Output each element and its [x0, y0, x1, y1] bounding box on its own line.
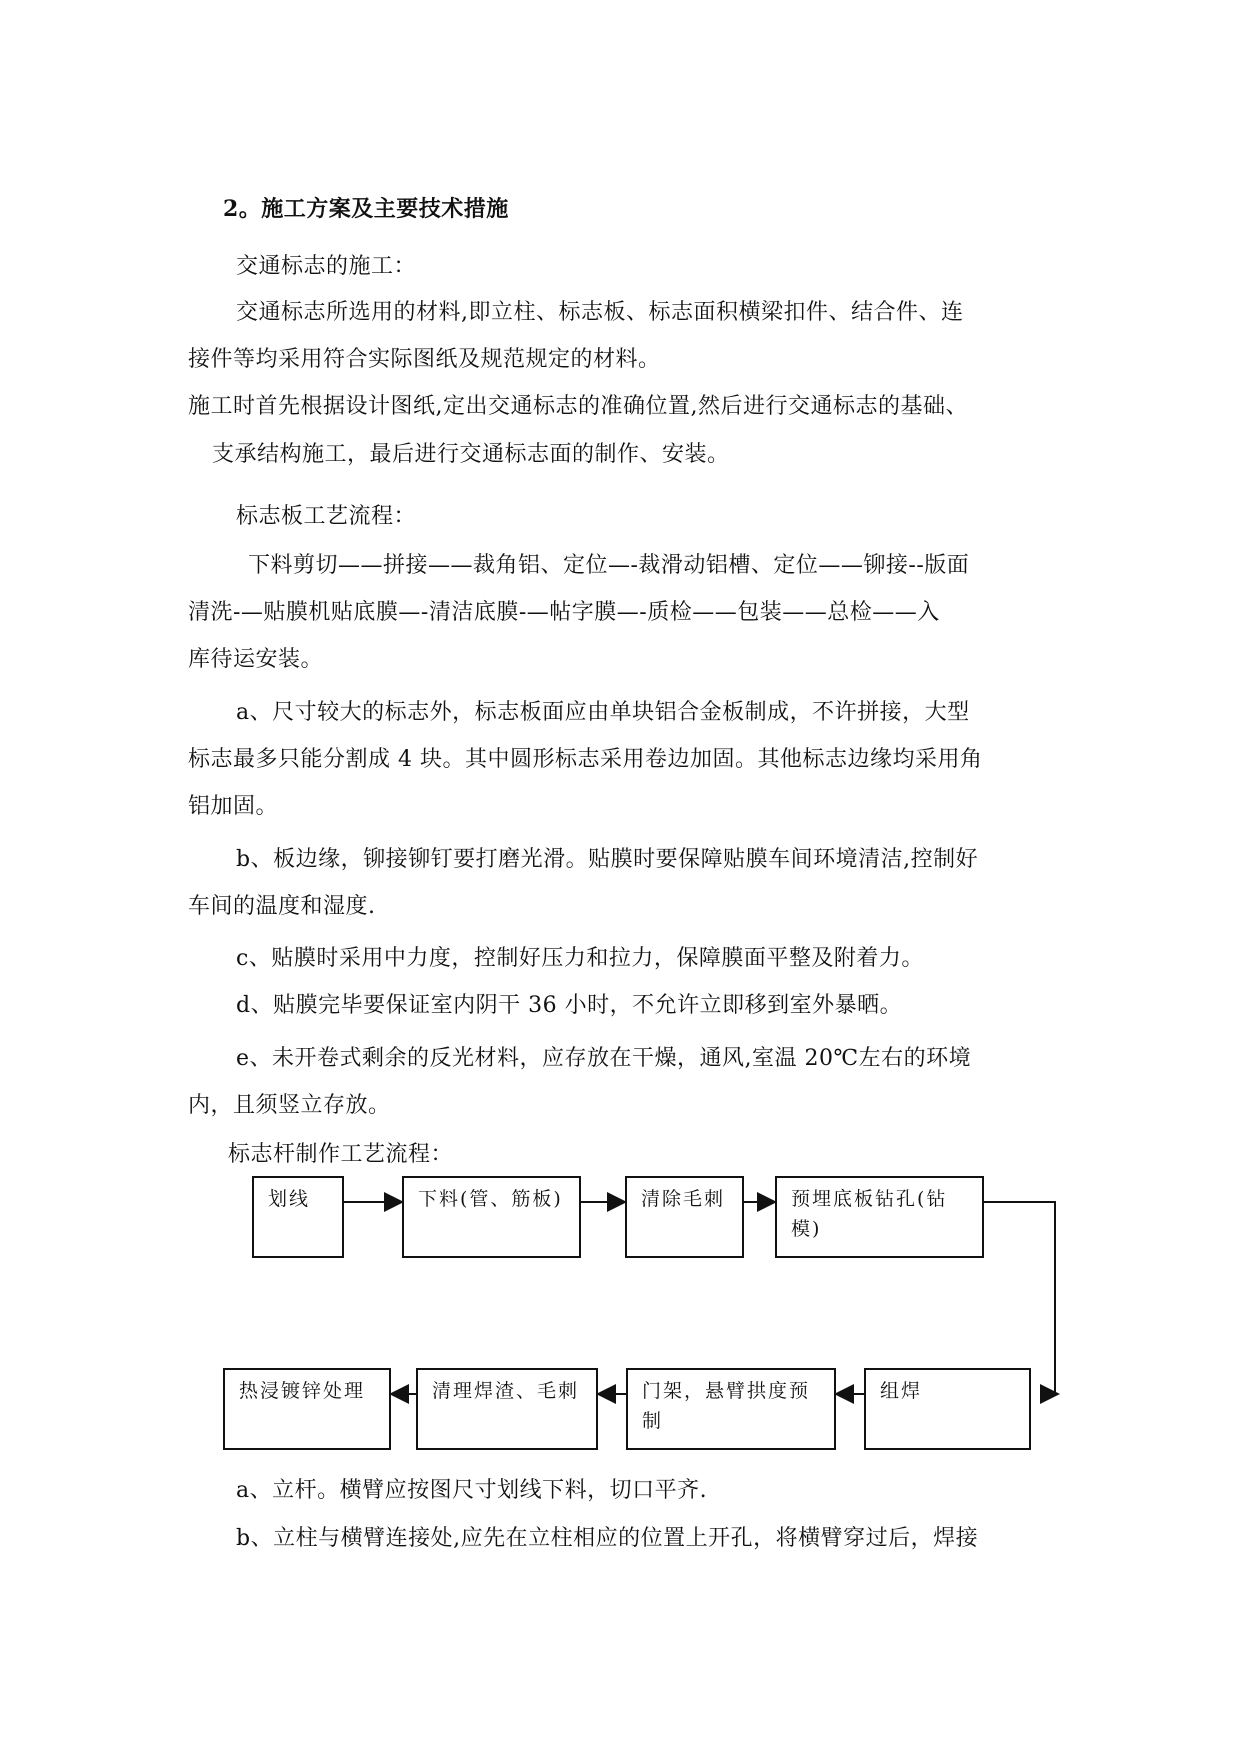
process-flow-line1: 下料剪切——拼接——裁角铝、定位—-裁滑动铝槽、定位——铆接--版面: [248, 553, 970, 578]
item-a-line3: 铝加固。: [188, 794, 279, 819]
arrow-step4-to-step5: [984, 1202, 1058, 1394]
item-e-line1: e、未开卷式剩余的反光材料，应存放在干燥，通风,室温 20℃左右的环境: [236, 1046, 972, 1071]
process-flow-line2: 清洗-—贴膜机贴底膜—-清洁底膜-—帖字膜—-质检——包装——总检——入: [188, 600, 940, 625]
item-e-line2: 内，且须竖立存放。: [188, 1093, 391, 1118]
flow-step-deburring: 清除毛刺: [625, 1176, 744, 1258]
flow-step-galvanizing: 热浸镀锌处理: [223, 1368, 391, 1450]
item-c: c、贴膜时采用中力度，控制好压力和拉力，保障膜面平整及附着力。: [236, 946, 924, 971]
paragraph-materials-line1: 交通标志所选用的材料,即立柱、标志板、标志面积横梁扣件、结合件、连: [236, 300, 964, 325]
item-b-line2: 车间的温度和湿度.: [188, 894, 376, 919]
bottom-item-a: a、立杆。横臂应按图尺寸划线下料，切口平齐.: [236, 1478, 708, 1503]
section-title-sign-pole-process: 标志杆制作工艺流程：: [228, 1142, 454, 1167]
item-b-line1: b、板边缘，铆接铆钉要打磨光滑。贴膜时要保障贴膜车间环境清洁,控制好: [236, 847, 979, 872]
flow-step-gantry-camber: 门架，悬臂拱度预制: [626, 1368, 836, 1450]
section-heading: 2。施工方案及主要技术措施: [223, 196, 509, 222]
bottom-item-b: b、立柱与横臂连接处,应先在立柱相应的位置上开孔，将横臂穿过后，焊接: [236, 1526, 979, 1551]
item-a-line1: a、尺寸较大的标志外，标志板面应由单块铝合金板制成，不许拼接，大型: [236, 700, 970, 725]
flow-step-welding: 组焊: [864, 1368, 1031, 1450]
paragraph-construction-line2: 支承结构施工，最后进行交通标志面的制作、安装。: [212, 442, 730, 467]
item-d: d、贴膜完毕要保证室内阴干 36 小时，不允许立即移到室外暴晒。: [236, 993, 903, 1018]
process-flow-line3: 库待运安装。: [188, 647, 324, 672]
flow-step-marking: 划线: [252, 1176, 344, 1258]
section-title-sign-board-process: 标志板工艺流程：: [236, 504, 417, 529]
paragraph-construction-line1: 施工时首先根据设计图纸,定出交通标志的准确位置,然后进行交通标志的基础、: [188, 394, 968, 419]
flow-step-cutting: 下料(管、筋板): [402, 1176, 581, 1258]
paragraph-materials-line2: 接件等均采用符合实际图纸及规范规定的材料。: [188, 347, 661, 372]
section-title-traffic-signs: 交通标志的施工：: [236, 254, 417, 279]
flow-step-slag-cleaning: 清理焊渣、毛刺: [416, 1368, 598, 1450]
flow-step-drilling: 预埋底板钻孔(钻模): [775, 1176, 984, 1258]
item-a-line2: 标志最多只能分割成 4 块。其中圆形标志采用卷边加固。其他标志边缘均采用角: [188, 747, 983, 772]
